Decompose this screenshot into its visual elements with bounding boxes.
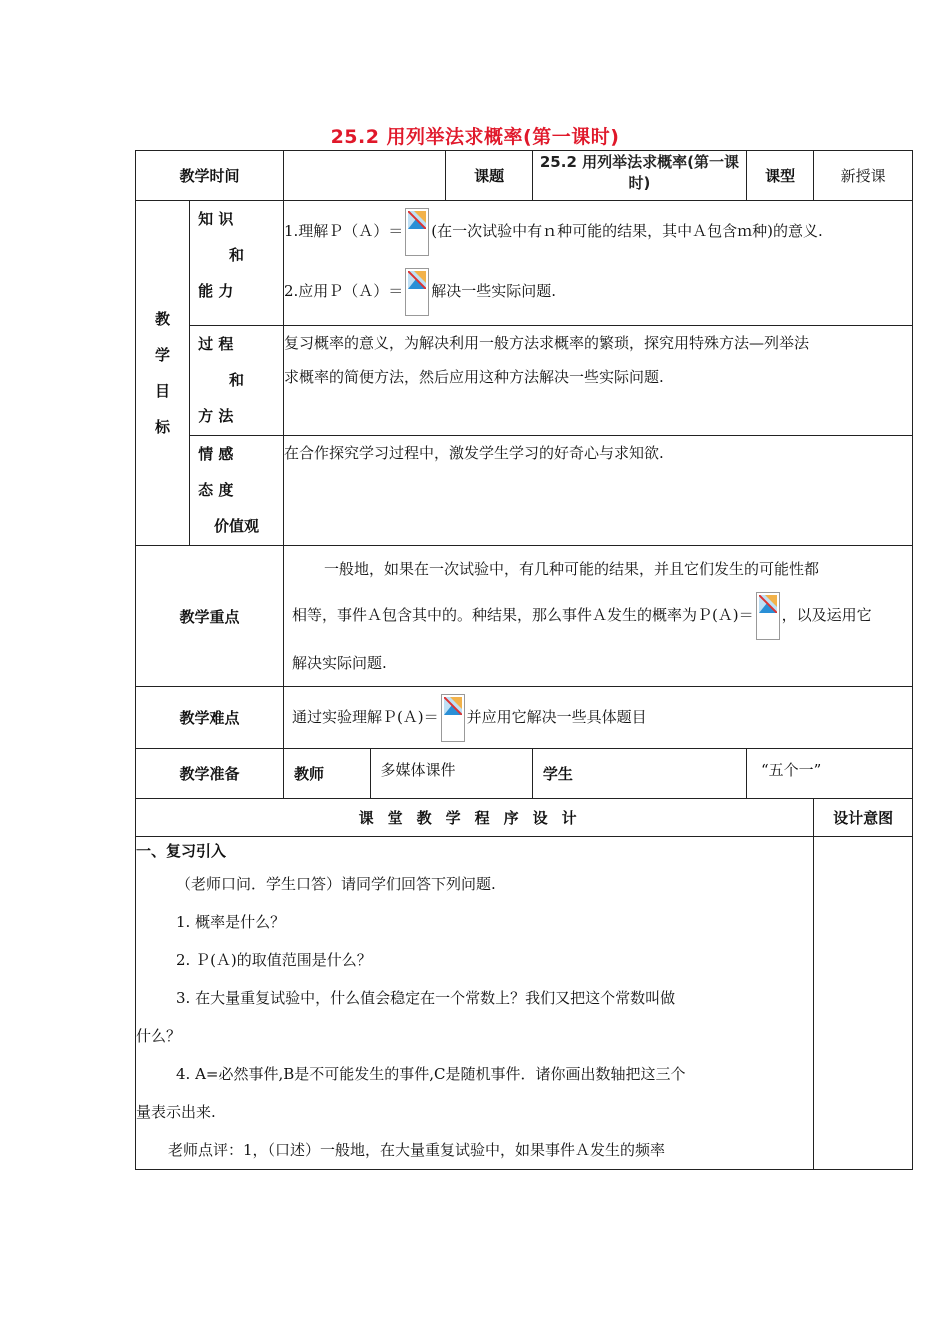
process-content — [283, 326, 912, 436]
knowledge-line-2: 2.应用Ｐ（Ａ）＝ 解决一些实际问题. — [284, 261, 912, 321]
student-value: “五个一” — [746, 749, 912, 799]
key-points-label: 教学重点 — [136, 546, 284, 687]
question-3-line-1: 3. 在大量重复试验中，什么值会稳定在一个常数上？我们又把这个常数叫做 — [176, 989, 676, 1007]
key-points-line-1: 一般地，如果在一次试验中，有几种可能的结果，并且它们发生的可能性都 — [323, 560, 819, 578]
topic-value: 25.2 用列举法求概率(第一课时) — [532, 151, 746, 201]
fraction-image-icon — [441, 694, 465, 742]
topic-label: 课题 — [446, 151, 533, 201]
key-points-content — [283, 546, 912, 687]
question-4-line-1: 4. A=必然事件,B是不可能发生的事件,C是随机事件．诸你画出数轴把这三个 — [176, 1065, 686, 1083]
procedure-heading: 课堂教学程序设计 — [136, 799, 814, 837]
procedure-content — [136, 837, 814, 1170]
question-1: 1. 概率是什么？ — [176, 913, 286, 931]
process-line-2: 求概率的简便方法，然后应用这种方法解决一些实际问题. — [283, 368, 664, 386]
attitude-label: 情 感 态 度 价值观 — [190, 436, 284, 546]
preparation-label: 教学准备 — [136, 749, 284, 799]
knowledge-label: 知 识 和 能 力 — [190, 201, 284, 326]
header-row — [136, 151, 913, 201]
knowledge-content — [283, 201, 912, 326]
fraction-image-icon — [405, 268, 429, 316]
attitude-content — [283, 436, 912, 546]
objective-knowledge-row — [136, 201, 913, 326]
question-4-line-2: 量表示出来. — [136, 1103, 216, 1121]
intent-content — [814, 837, 913, 1170]
key-points-line-3: 解决实际问题. — [291, 654, 387, 672]
process-label: 过 程 和 方 法 — [190, 326, 284, 436]
teacher-value: 多媒体课件 — [370, 749, 532, 799]
process-line-1: 复习概率的意义，为解决利用一般方法求概率的繁琐，探究用特殊方法—列举法 — [283, 334, 809, 352]
teaching-time-value — [283, 151, 445, 201]
procedure-body-row — [136, 837, 913, 1170]
section-1-title: 一、复习引入 — [136, 842, 227, 860]
knowledge-line-1: 1.理解Ｐ（Ａ）＝ (在一次试验中有ｎ种可能的结果，其中Ａ包含ｍ种)的意义. — [284, 201, 912, 261]
teacher-comment: 老师点评：1，（口述）一般地，在大量重复试验中，如果事件Ａ发生的频率 — [168, 1141, 666, 1159]
procedure-heading-row — [136, 799, 913, 837]
intent-heading: 设计意图 — [814, 799, 913, 837]
key-points-line-2: 相等，事件Ａ包含其中的。种结果，那么事件Ａ发生的概率为Ｐ(Ａ)＝ ，以及运用它 — [292, 592, 904, 640]
document-title: 25.2 用列举法求概率(第一课时) — [330, 126, 620, 148]
procedure-intro: （老师口问．学生口答）请同学们回答下列问题. — [176, 875, 496, 893]
attitude-line-1: 在合作探究学习过程中，激发学生学习的好奇心与求知欲. — [283, 444, 664, 462]
type-value: 新授课 — [814, 151, 913, 201]
fraction-image-icon — [405, 208, 429, 256]
objective-attitude-row — [136, 436, 913, 546]
teacher-label: 教师 — [283, 749, 370, 799]
difficult-points-content: 通过实验理解Ｐ(Ａ)＝ 并应用它解决一些具体题目 — [283, 687, 912, 749]
question-3-line-2: 什么？ — [136, 1027, 182, 1045]
objectives-label: 教 学 目 标 — [136, 201, 190, 546]
fraction-image-icon — [756, 592, 780, 640]
difficult-points-label: 教学难点 — [136, 687, 284, 749]
question-2: 2. Ｐ(Ａ)的取值范围是什么？ — [176, 951, 372, 969]
objective-process-row — [136, 326, 913, 436]
difficult-points-row — [136, 687, 913, 749]
type-label: 课型 — [746, 151, 813, 201]
key-points-row — [136, 546, 913, 687]
lesson-plan-table — [135, 150, 913, 1170]
preparation-row — [136, 749, 913, 799]
student-label: 学生 — [532, 749, 746, 799]
teaching-time-label: 教学时间 — [136, 151, 284, 201]
